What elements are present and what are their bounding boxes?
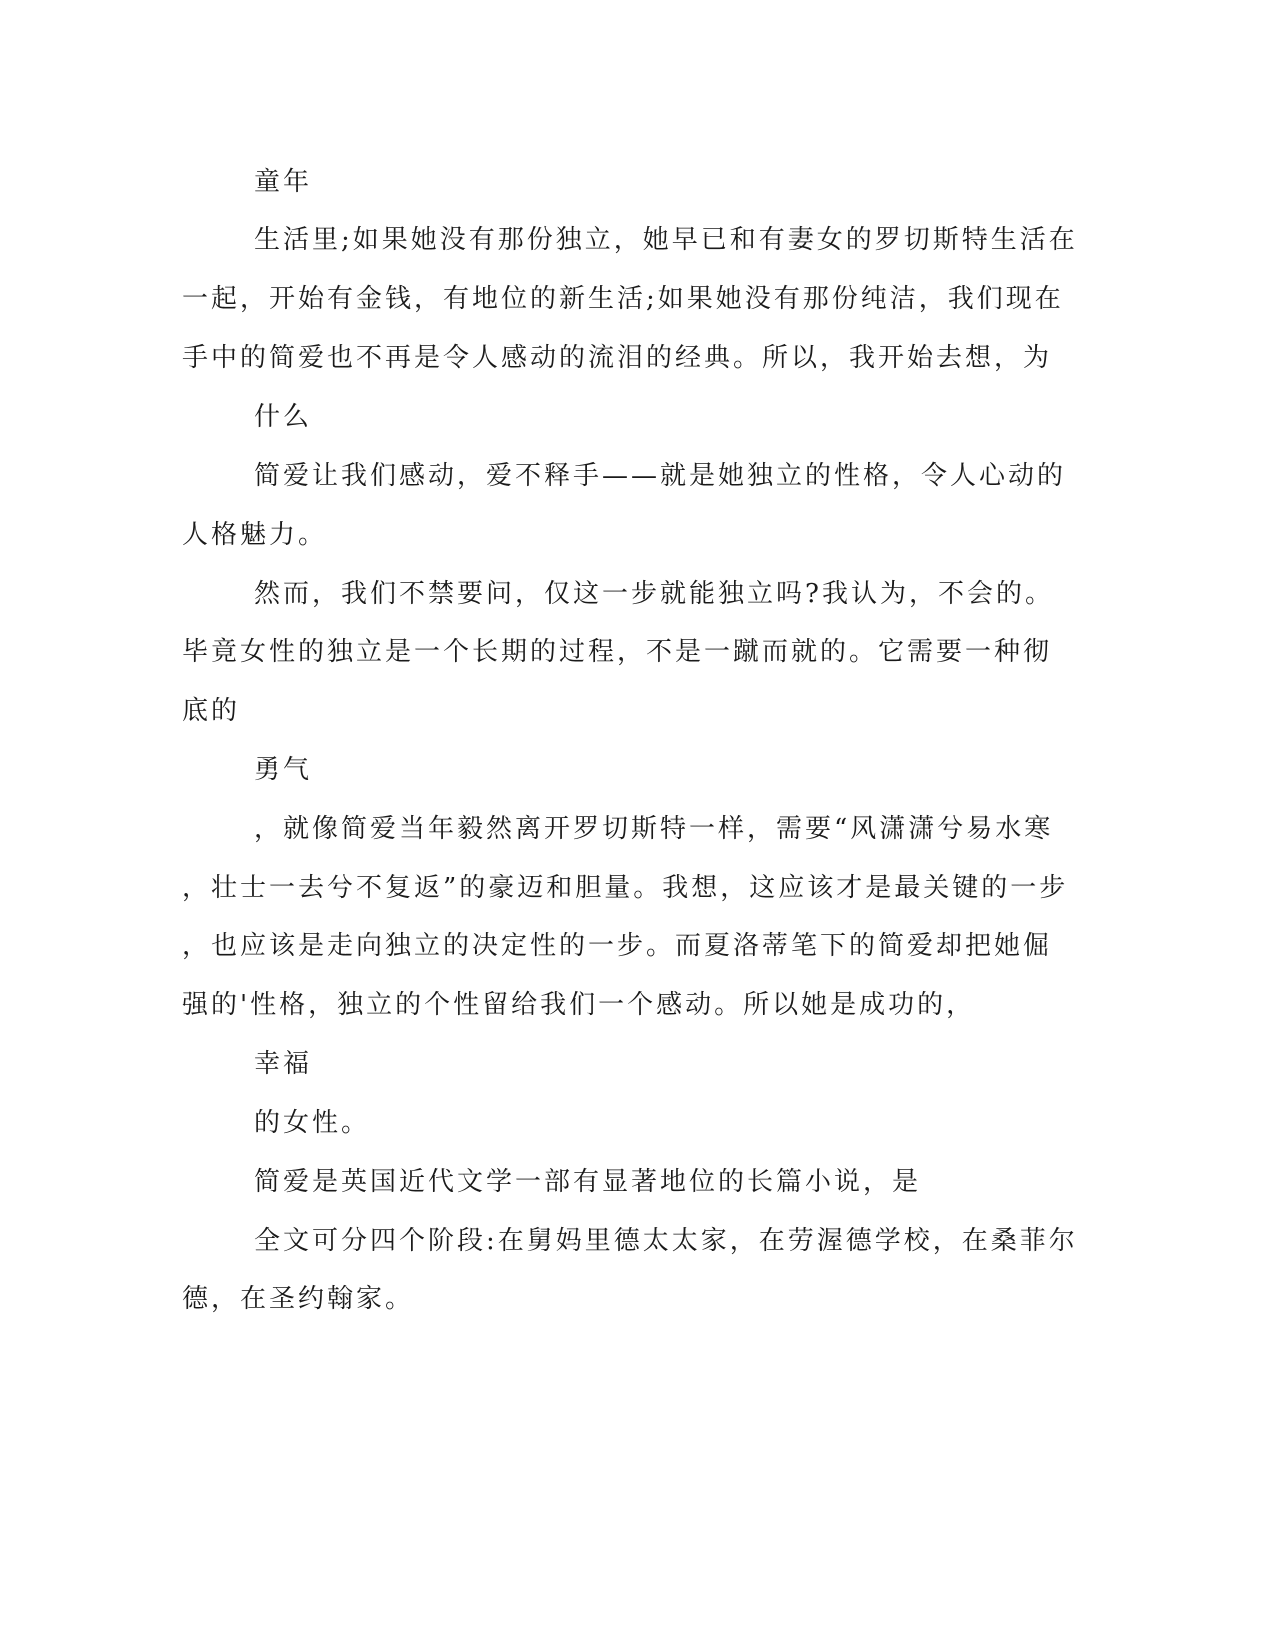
text-line: 德，在圣约翰家。 [182, 1284, 415, 1314]
text-line: 全文可分四个阶段:在舅妈里德太太家，在劳渥德学校，在桑菲尔 [254, 1226, 1078, 1256]
text-line: 手中的简爱也不再是令人感动的流泪的经典。所以，我开始去想，为 [182, 343, 1053, 373]
text-line: 一起，开始有金钱，有地位的新生活;如果她没有那份纯洁，我们现在 [182, 284, 1064, 314]
text-line: 幸福 [254, 1049, 313, 1079]
text-line: 生活里;如果她没有那份独立，她早已和有妻女的罗切斯特生活在 [254, 225, 1078, 255]
text-line: ，壮士一去兮不复返”的豪迈和胆量。我想，这应该才是最关键的一步 [182, 873, 1069, 903]
text-line: 童年 [254, 167, 313, 197]
text-line: ，就像简爱当年毅然离开罗切斯特一样，需要“风潇潇兮易水寒 [254, 814, 1054, 844]
text-line: 的女性。 [254, 1108, 371, 1138]
text-line: 强的'性格，独立的个性留给我们一个感动。所以她是成功的， [182, 990, 976, 1020]
text-line: 毕竟女性的独立是一个长期的过程，不是一蹴而就的。它需要一种彻 [182, 637, 1053, 667]
text-line: 然而，我们不禁要问，仅这一步就能独立吗?我认为，不会的。 [254, 579, 1054, 609]
text-line: 什么 [254, 402, 313, 432]
text-line: 勇气 [254, 755, 313, 785]
text-line: 底的 [182, 696, 241, 726]
text-line: 简爱是英国近代文学一部有显著地位的长篇小说，是 [254, 1167, 922, 1197]
text-line: 人格魅力。 [182, 520, 328, 550]
text-line: ，也应该是走向独立的决定性的一步。而夏洛蒂笔下的简爱却把她倔 [182, 931, 1053, 961]
text-line: 简爱让我们感动，爱不释手——就是她独立的性格，令人心动的 [254, 461, 1067, 491]
